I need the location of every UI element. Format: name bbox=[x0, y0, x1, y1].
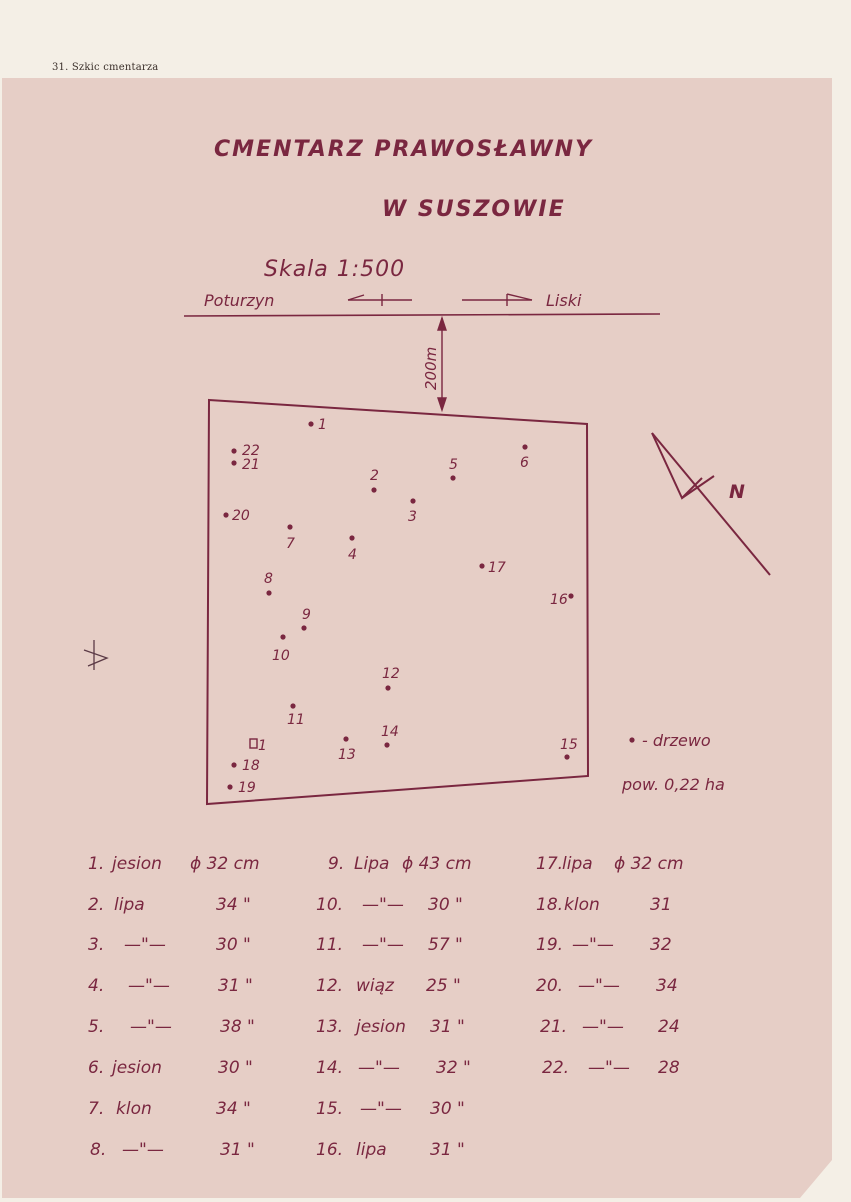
tree-label: 13 bbox=[338, 747, 356, 763]
list-no: 10. bbox=[316, 895, 344, 915]
tree-label: 21 bbox=[242, 457, 260, 473]
tree-dot bbox=[522, 444, 527, 449]
tree-label: 20 bbox=[232, 508, 250, 524]
list-diameter: 32 " bbox=[436, 1058, 471, 1078]
list-diameter: 25 " bbox=[426, 976, 461, 996]
list-diameter: 28 bbox=[658, 1058, 680, 1078]
tree-label: 8 bbox=[264, 571, 273, 587]
tree-label: 16 bbox=[550, 592, 568, 608]
list-diameter: 24 bbox=[658, 1017, 680, 1037]
list-species: —"— bbox=[130, 1017, 172, 1037]
arrow-right-icon bbox=[462, 294, 532, 306]
tree-label: 18 bbox=[242, 758, 260, 774]
list-no: 15. bbox=[316, 1099, 344, 1119]
tree-dot bbox=[343, 736, 348, 741]
tree-label: 1 bbox=[318, 417, 327, 433]
scale-label: Skala 1:500 bbox=[264, 257, 406, 282]
tree-label: 19 bbox=[238, 780, 256, 796]
tree-dot bbox=[568, 593, 573, 598]
list-species: jesion bbox=[112, 1058, 162, 1078]
list-species: lipa bbox=[356, 1140, 387, 1160]
cemetery-sketch bbox=[2, 78, 832, 1198]
tree-label: 3 bbox=[408, 509, 417, 525]
list-diameter: 31 " bbox=[430, 1140, 465, 1160]
list-species: jesion bbox=[356, 1017, 406, 1037]
list-no: 22. bbox=[542, 1058, 570, 1078]
list-diameter: ϕ 32 cm bbox=[614, 854, 684, 874]
list-species: —"— bbox=[572, 935, 614, 955]
tree-dot bbox=[231, 460, 236, 465]
list-diameter: 30 " bbox=[428, 895, 463, 915]
tree-list-column-3 bbox=[536, 854, 684, 1078]
tree-dot bbox=[227, 784, 232, 789]
list-no: 20. bbox=[536, 976, 564, 996]
legend-tree-label: - drzewo bbox=[642, 731, 711, 750]
list-species: —"— bbox=[128, 976, 170, 996]
tree-dot bbox=[223, 512, 228, 517]
title-line-2: W SUSZOWIE bbox=[382, 197, 566, 222]
list-diameter: 32 bbox=[650, 935, 672, 955]
tree-dot bbox=[410, 498, 415, 503]
tree-label: 10 bbox=[272, 648, 290, 664]
tree-dot bbox=[290, 703, 295, 708]
list-no: 16. bbox=[316, 1140, 344, 1160]
figure-caption: 31. Szkic cmentarza bbox=[52, 62, 159, 73]
list-diameter: 30 " bbox=[216, 935, 251, 955]
tree-label: 15 bbox=[560, 737, 578, 753]
list-diameter: 38 " bbox=[220, 1017, 255, 1037]
list-no: 12. bbox=[316, 976, 344, 996]
list-diameter: 34 bbox=[656, 976, 678, 996]
title-line-1: CMENTARZ PRAWOSŁAWNY bbox=[214, 137, 594, 162]
list-no: 8. bbox=[90, 1140, 107, 1160]
tree-label: 12 bbox=[382, 666, 400, 682]
chapel-label: 1 bbox=[258, 738, 267, 754]
tree-label: 2 bbox=[370, 468, 379, 484]
list-no: 18. bbox=[536, 895, 564, 915]
tree-label: 11 bbox=[287, 712, 305, 728]
list-species: —"— bbox=[358, 1058, 400, 1078]
list-species: —"— bbox=[362, 895, 404, 915]
tree-label: 5 bbox=[449, 457, 458, 473]
list-diameter: 57 " bbox=[428, 935, 463, 955]
list-species: jesion bbox=[112, 854, 162, 874]
list-no: 11. bbox=[316, 935, 344, 955]
tree-dot bbox=[266, 590, 271, 595]
list-no: 19. bbox=[536, 935, 564, 955]
cross-mark-icon bbox=[84, 640, 107, 670]
list-species: klon bbox=[116, 1099, 152, 1119]
list-no: 2. bbox=[88, 895, 105, 915]
tree-dot bbox=[231, 448, 236, 453]
list-species: —"— bbox=[122, 1140, 164, 1160]
tree-list-column-2 bbox=[316, 854, 472, 1160]
list-species: lipa bbox=[562, 854, 593, 874]
tree-dot bbox=[479, 563, 484, 568]
list-no: 7. bbox=[88, 1099, 105, 1119]
tree-dot bbox=[231, 762, 236, 767]
north-label: N bbox=[729, 481, 745, 503]
list-diameter: 34 " bbox=[216, 895, 251, 915]
tree-dot bbox=[301, 625, 306, 630]
list-species: —"— bbox=[124, 935, 166, 955]
tree-label: 22 bbox=[242, 443, 260, 459]
list-diameter: 30 " bbox=[430, 1099, 465, 1119]
tree-dot bbox=[384, 742, 389, 747]
arrow-left-icon bbox=[348, 294, 412, 306]
list-no: 3. bbox=[88, 935, 105, 955]
distance-label: 200m bbox=[422, 346, 440, 390]
list-species: klon bbox=[564, 895, 600, 915]
tree-label: 17 bbox=[488, 560, 506, 576]
list-diameter: 30 " bbox=[218, 1058, 253, 1078]
list-no: 6. bbox=[88, 1058, 105, 1078]
north-arrow-icon bbox=[652, 433, 770, 575]
list-diameter: 31 " bbox=[218, 976, 253, 996]
tree-dot bbox=[564, 754, 569, 759]
list-no: 14. bbox=[316, 1058, 344, 1078]
tree-list-column-1 bbox=[88, 854, 260, 1160]
tree-label: 9 bbox=[302, 607, 311, 623]
tree-dot bbox=[308, 421, 313, 426]
road-left-label: Poturzyn bbox=[204, 291, 275, 310]
list-diameter: 34 " bbox=[216, 1099, 251, 1119]
sketch-sheet bbox=[2, 78, 832, 1198]
list-no: 1. bbox=[88, 854, 105, 874]
list-diameter: 31 " bbox=[430, 1017, 465, 1037]
list-diameter: ϕ 32 cm bbox=[190, 854, 260, 874]
tree-label: 14 bbox=[381, 724, 399, 740]
tree-dot bbox=[349, 535, 354, 540]
list-species: Lipa bbox=[354, 854, 390, 874]
tree-label: 4 bbox=[348, 547, 357, 563]
tree-dot bbox=[385, 685, 390, 690]
list-diameter: 31 bbox=[650, 895, 672, 915]
tree-dot bbox=[280, 634, 285, 639]
list-no: 9. bbox=[328, 854, 345, 874]
chapel-icon bbox=[250, 739, 257, 748]
list-species: —"— bbox=[578, 976, 620, 996]
list-species: —"— bbox=[582, 1017, 624, 1037]
tree-label: 7 bbox=[286, 536, 295, 552]
tree-label: 6 bbox=[520, 455, 529, 471]
tree-dot bbox=[287, 524, 292, 529]
list-no: 4. bbox=[88, 976, 105, 996]
list-species: —"— bbox=[588, 1058, 630, 1078]
list-species: —"— bbox=[362, 935, 404, 955]
list-species: —"— bbox=[360, 1099, 402, 1119]
list-diameter: ϕ 43 cm bbox=[402, 854, 472, 874]
tree-dot bbox=[450, 475, 455, 480]
legend-tree-marker-icon bbox=[629, 737, 634, 742]
list-no: 5. bbox=[88, 1017, 105, 1037]
list-no: 13. bbox=[316, 1017, 344, 1037]
list-species: lipa bbox=[114, 895, 145, 915]
list-no: 21. bbox=[540, 1017, 568, 1037]
legend-area: pow. 0,22 ha bbox=[622, 775, 725, 794]
list-diameter: 31 " bbox=[220, 1140, 255, 1160]
folded-corner bbox=[800, 1160, 832, 1198]
road-right-label: Liski bbox=[546, 291, 582, 310]
road-line bbox=[184, 314, 660, 316]
list-no: 17. bbox=[536, 854, 564, 874]
tree-dot bbox=[371, 487, 376, 492]
list-species: wiąz bbox=[356, 976, 394, 996]
